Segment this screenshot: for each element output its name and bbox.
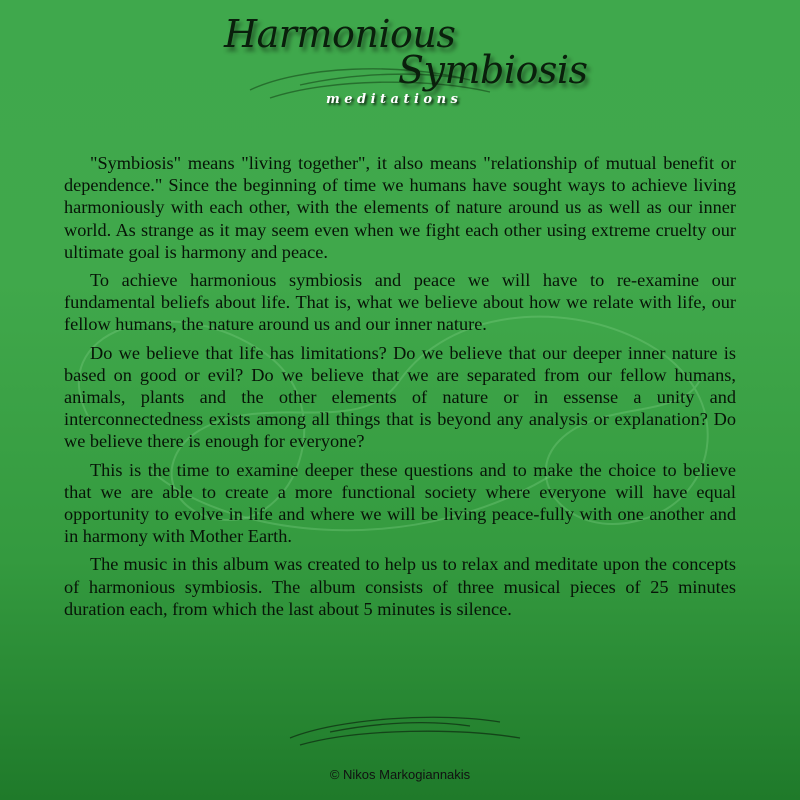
paragraph-4: This is the time to examine deeper these questions and to make the choice to believe that we are able to create a more functional society where everyone will have equal opportunity to evolve in life and where we will be living peace-fully with one another and in harmony with Mother Earth. bbox=[64, 459, 736, 547]
subtitle-meditations: meditations bbox=[326, 92, 463, 107]
title-word-harmonious: Harmonious bbox=[224, 12, 456, 56]
paragraph-1: "Symbiosis" means "living together", it also means "relationship of mutual benefit or dependence." Since the beginning of time we humans have sought ways to achieve living harmoniously with each other, with the elements of nature around us as well as our inner world. As strange as it may seem even when we fight each other using extreme cruelty our ultimate goal is harmony and peace. bbox=[64, 153, 736, 262]
footer-flourish bbox=[290, 717, 500, 738]
paragraph-2: To achieve harmonious symbiosis and peace we will have to re-examine our fundamental beliefs about life. That is, what we believe about how we relate with life, our fellow humans, the nature around us and our inner nature. bbox=[64, 270, 736, 335]
copyright: © Nikos Markogiannakis bbox=[329, 767, 471, 782]
body-text bbox=[64, 152, 736, 626]
paragraph-3: Do we believe that life has limitations? Do we believe that our deeper inner nature is based on good or evil? Do we believe that we are separated from our fellow humans, animals, plants and the other elements of nature or in essense a unity and interconnectedness exists among all things that is beyond any analysis or explanation? Do we believe there is enough for everyone? bbox=[64, 342, 736, 452]
title-word-symbiosis: Symbiosis bbox=[398, 48, 588, 92]
paragraph-5: The music in this album was created to help us to relax and meditate upon the concepts of harmonious symbiosis. The album consists of three musical pieces of 25 minutes duration each, from which the last about 5 minutes is silence. bbox=[64, 554, 736, 619]
